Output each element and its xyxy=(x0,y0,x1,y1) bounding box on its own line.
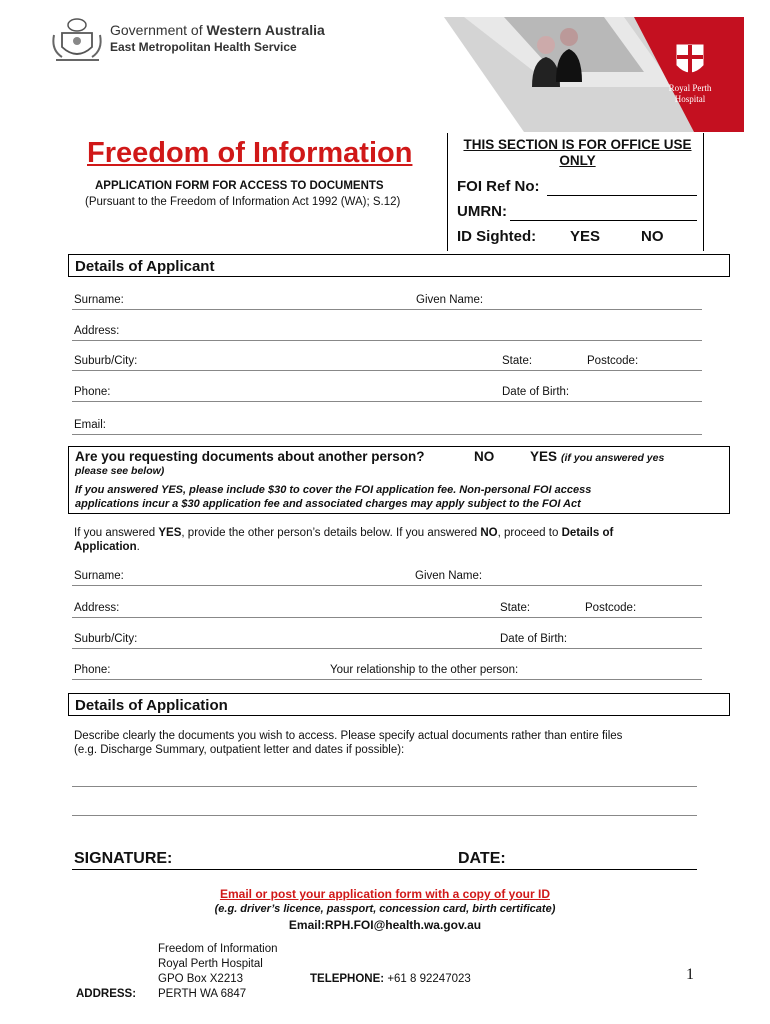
other-person-no-option[interactable]: NO xyxy=(474,449,495,464)
office-use-heading: THIS SECTION IS FOR OFFICE USE ONLY xyxy=(463,137,692,168)
other-dob-label: Date of Birth: xyxy=(500,633,568,645)
address-line2: Royal Perth Hospital xyxy=(158,958,263,970)
other-relationship-label: Your relationship to the other person: xyxy=(330,664,519,676)
application-description-line2: (e.g. Discharge Summary, outpatient letter and dates if possible): xyxy=(74,744,405,756)
yes-note-continued: please see below) xyxy=(75,465,165,477)
other-phone-line[interactable] xyxy=(72,679,702,680)
applicant-state-label: State: xyxy=(502,355,533,367)
fee-notice-line1: If you answered YES, please include $30 to cover the FOI application fee. Non-personal FOI access xyxy=(75,484,592,496)
id-sighted-no[interactable]: NO xyxy=(641,228,664,245)
date-label: DATE: xyxy=(458,850,506,867)
applicant-address-label: Address: xyxy=(74,325,120,337)
other-state-label: State: xyxy=(500,602,531,614)
page-title: Freedom of Information xyxy=(87,137,413,169)
page-number: 1 xyxy=(686,966,694,983)
application-section-heading: Details of Application xyxy=(68,693,730,716)
applicant-email-label: Email: xyxy=(74,419,106,431)
id-sighted-yes[interactable]: YES xyxy=(570,228,601,245)
other-address-line[interactable] xyxy=(72,617,702,618)
other-phone-label: Phone: xyxy=(74,664,111,676)
applicant-postcode-label: Postcode: xyxy=(587,355,639,367)
applicant-surname-label: Surname: xyxy=(74,294,124,306)
instruction-line2: Application. xyxy=(74,541,140,553)
applicant-section-heading: Details of Applicant xyxy=(68,254,730,277)
hospital-banner xyxy=(444,17,744,132)
umrn-field[interactable] xyxy=(510,205,697,221)
application-line-1[interactable] xyxy=(72,786,697,787)
other-person-yes-option[interactable]: YES xyxy=(530,449,558,464)
other-suburb-label: Suburb/City: xyxy=(74,633,138,645)
address-line1: Freedom of Information xyxy=(158,943,278,955)
applicant-suburb-line[interactable] xyxy=(72,370,702,371)
applicant-name-line[interactable] xyxy=(72,309,702,310)
other-address-label: Address: xyxy=(74,602,120,614)
other-postcode-label: Postcode: xyxy=(585,602,637,614)
id-examples: (e.g. driver’s licence, passport, concession card, birth certificate) xyxy=(214,903,556,915)
health-service-name: East Metropolitan Health Service xyxy=(110,40,297,54)
address-line4: PERTH WA 6847 xyxy=(158,988,247,1000)
rph-name-1: Royal Perth xyxy=(668,83,712,93)
other-surname-label: Surname: xyxy=(74,570,124,582)
umrn-label: UMRN: xyxy=(457,203,507,220)
applicant-suburb-label: Suburb/City: xyxy=(74,355,138,367)
application-description-line1: Describe clearly the documents you wish to access. Please specify actual documents rather than entire files xyxy=(74,730,623,742)
applicant-phone-label: Phone: xyxy=(74,386,111,398)
address-label: ADDRESS: xyxy=(76,988,137,1000)
other-name-line[interactable] xyxy=(72,585,702,586)
form-subtitle: APPLICATION FORM FOR ACCESS TO DOCUMENTS xyxy=(95,180,384,192)
rph-name-2: Hospital xyxy=(674,94,706,104)
yes-note: (if you answered yes xyxy=(561,452,665,464)
telephone: TELEPHONE: +61 8 92247023 xyxy=(310,973,471,985)
applicant-phone-line[interactable] xyxy=(72,401,702,402)
application-line-2[interactable] xyxy=(72,815,697,816)
address-line3: GPO Box X2213 xyxy=(158,973,244,985)
signature-label: SIGNATURE: xyxy=(74,850,173,867)
other-suburb-line[interactable] xyxy=(72,648,702,649)
email-post-notice: Email or post your application form with a copy of your ID xyxy=(219,887,551,901)
instruction-line1: If you answered YES, provide the other person’s details below. If you answered NO, proceed to Details of xyxy=(74,527,614,539)
other-person-question: Are you requesting documents about another person? xyxy=(75,449,425,464)
signature-date-line[interactable] xyxy=(72,869,697,870)
other-given-name-label: Given Name: xyxy=(415,570,483,582)
foi-ref-field[interactable] xyxy=(547,180,697,196)
government-name: Government of Western Australia xyxy=(110,22,325,38)
id-sighted-label: ID Sighted: xyxy=(457,228,537,245)
applicant-email-line[interactable] xyxy=(72,434,702,435)
foi-email-link[interactable]: Email:RPH.FOI@health.wa.gov.au xyxy=(288,918,482,932)
applicant-dob-label: Date of Birth: xyxy=(502,386,570,398)
fee-notice-line2: applications incur a $30 application fee and associated charges may apply subject to the FOI Act xyxy=(75,498,581,510)
pursuant-note: (Pursuant to the Freedom of Information Act 1992 (WA); S.12) xyxy=(85,196,401,208)
applicant-given-name-label: Given Name: xyxy=(416,294,484,306)
wa-crest-logo xyxy=(50,15,105,67)
applicant-address-line[interactable] xyxy=(72,340,702,341)
foi-ref-label: FOI Ref No: xyxy=(457,178,540,195)
